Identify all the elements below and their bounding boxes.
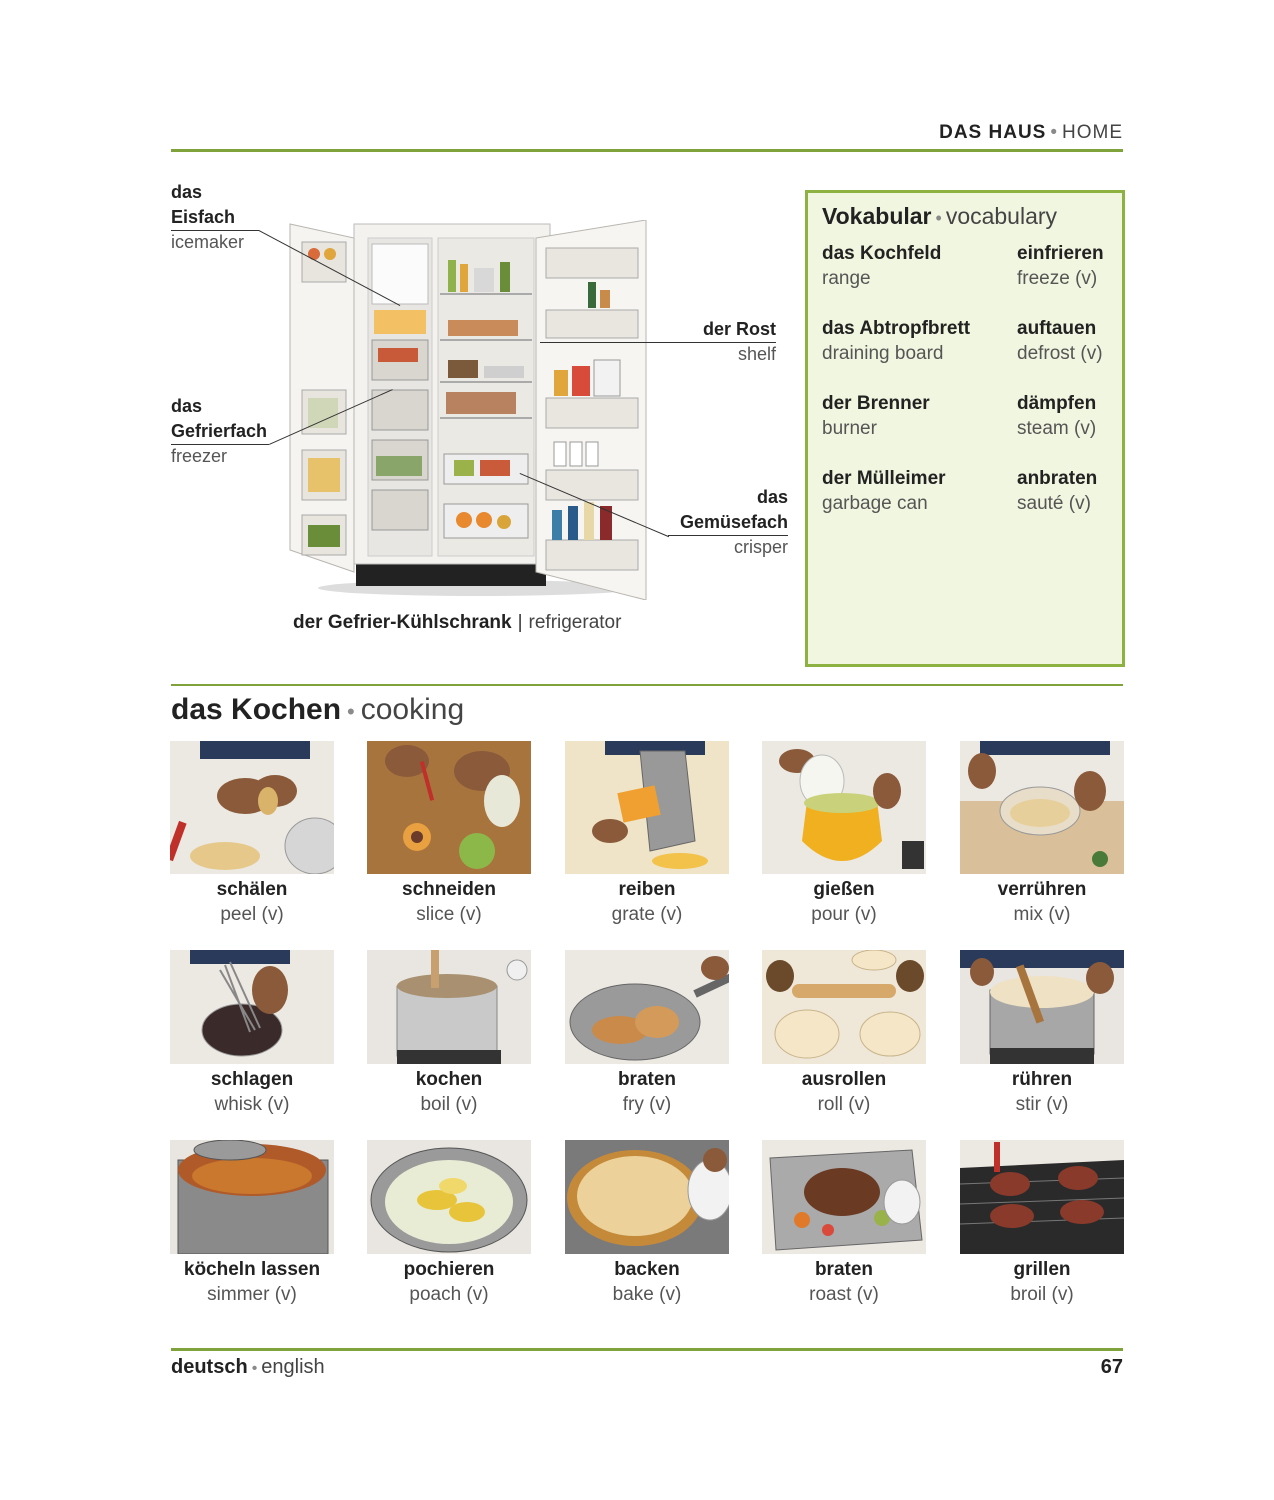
footer-languages xyxy=(171,1356,325,1379)
simmer-photo xyxy=(170,1140,334,1254)
vocabulary-box xyxy=(805,190,1125,667)
cooking-item-grate xyxy=(565,741,729,927)
cooking-item-de: kochen xyxy=(415,1069,483,1090)
vocab-item xyxy=(1017,391,1096,441)
peel-photo xyxy=(170,741,334,874)
vocabulary-title xyxy=(822,203,1057,230)
slice-photo xyxy=(367,741,531,874)
page-number: 67 xyxy=(1100,1356,1123,1378)
vocab-item xyxy=(822,391,930,441)
section-title xyxy=(171,693,464,727)
cooking-item-fry xyxy=(565,950,729,1117)
cooking-item-de: ausrollen xyxy=(801,1069,887,1090)
bullet-separator: • xyxy=(935,208,942,228)
vocab-de: der Mülleimer xyxy=(822,468,946,489)
leader-line xyxy=(540,342,776,343)
vocab-item xyxy=(1017,241,1104,291)
cooking-item-en: mix (v) xyxy=(1013,904,1071,925)
vocab-item xyxy=(822,241,941,291)
roll-photo xyxy=(762,950,926,1064)
vocab-en: range xyxy=(822,268,871,289)
vocab-de: auftauen xyxy=(1017,318,1097,339)
label-icemaker xyxy=(171,180,244,255)
whisk-photo xyxy=(170,950,334,1064)
cooking-item-de: schlagen xyxy=(210,1069,294,1090)
cooking-item-simmer xyxy=(170,1140,334,1307)
bake-photo xyxy=(565,1140,729,1254)
cooking-item-en: whisk (v) xyxy=(214,1094,290,1115)
cooking-item-en: bake (v) xyxy=(612,1284,682,1305)
cooking-item-en: broil (v) xyxy=(1010,1284,1074,1305)
vocab-de: anbraten xyxy=(1017,468,1098,489)
footer-rule xyxy=(171,1348,1123,1351)
vocab-de: dämpfen xyxy=(1017,393,1097,414)
leader-line xyxy=(668,535,788,536)
label-freezer-de2: Gefrierfach xyxy=(171,421,268,441)
bullet-separator: • xyxy=(1050,122,1058,143)
fridge-caption-de: der Gefrier-Kühlschrank xyxy=(293,612,512,633)
label-icemaker-de2: Eisfach xyxy=(171,207,236,227)
cooking-item-de: verrühren xyxy=(997,879,1087,900)
cooking-item-de: köcheln lassen xyxy=(183,1259,321,1280)
caption-separator: | xyxy=(517,612,523,633)
fridge-caption xyxy=(293,612,621,634)
poach-photo xyxy=(367,1140,531,1254)
cooking-item-de: schneiden xyxy=(402,879,496,900)
vocab-de: das Kochfeld xyxy=(822,243,942,264)
cooking-item-en: poach (v) xyxy=(409,1284,489,1305)
cooking-item-en: stir (v) xyxy=(1015,1094,1069,1115)
cooking-item-de: pochieren xyxy=(403,1259,495,1280)
pour-photo xyxy=(762,741,926,874)
boil-photo xyxy=(367,950,531,1064)
stir-photo xyxy=(960,950,1124,1064)
section-title-de: das Kochen xyxy=(171,693,342,726)
mix-photo xyxy=(960,741,1124,874)
bullet-separator: • xyxy=(347,699,355,724)
label-freezer xyxy=(171,394,267,469)
cooking-item-boil xyxy=(367,950,531,1117)
label-icemaker-de1: das xyxy=(171,182,203,202)
cooking-item-en: pour (v) xyxy=(811,904,877,925)
cooking-item-de: gießen xyxy=(813,879,875,900)
cooking-item-de: braten xyxy=(814,1259,874,1280)
footer-de: deutsch xyxy=(171,1356,248,1378)
label-freezer-en: freezer xyxy=(171,446,228,466)
vocab-en: draining board xyxy=(822,343,944,364)
leader-line xyxy=(171,230,259,231)
header-en: HOME xyxy=(1062,122,1123,143)
label-shelf-en: shelf xyxy=(737,344,776,364)
vocab-en: garbage can xyxy=(822,493,928,514)
vocabulary-title-de: Vokabular xyxy=(822,203,932,229)
cooking-item-de: braten xyxy=(617,1069,677,1090)
cooking-item-de: schälen xyxy=(216,879,288,900)
vocabulary-title-en: vocabulary xyxy=(945,203,1058,229)
label-crisper-de1: das xyxy=(756,487,788,507)
cooking-item-poach xyxy=(367,1140,531,1307)
label-crisper xyxy=(680,485,788,560)
footer-en: english xyxy=(261,1356,325,1378)
cooking-item-de: grillen xyxy=(1013,1259,1071,1280)
label-crisper-de2: Gemüsefach xyxy=(679,512,788,532)
vocab-item xyxy=(1017,466,1097,516)
leader-line xyxy=(171,444,269,445)
vocab-de: das Abtropfbrett xyxy=(822,318,971,339)
cooking-item-en: roll (v) xyxy=(817,1094,871,1115)
fry-photo xyxy=(565,950,729,1064)
cooking-item-roast xyxy=(762,1140,926,1307)
cooking-item-stir xyxy=(960,950,1124,1117)
cooking-item-peel xyxy=(170,741,334,927)
vocab-de: der Brenner xyxy=(822,393,930,414)
header-rule xyxy=(171,149,1123,152)
bullet-separator: • xyxy=(251,1360,258,1377)
cooking-item-bake xyxy=(565,1140,729,1307)
section-rule xyxy=(171,684,1123,686)
cooking-item-en: roast (v) xyxy=(809,1284,879,1305)
cooking-item-en: boil (v) xyxy=(420,1094,478,1115)
header-de: DAS HAUS xyxy=(939,122,1047,143)
label-freezer-de1: das xyxy=(171,396,203,416)
vocab-item xyxy=(1017,316,1103,366)
roast-photo xyxy=(762,1140,926,1254)
cooking-item-de: backen xyxy=(614,1259,680,1280)
vocab-en: sauté (v) xyxy=(1017,493,1091,514)
section-title-en: cooking xyxy=(360,693,465,726)
cooking-item-en: slice (v) xyxy=(416,904,482,925)
cooking-item-mix xyxy=(960,741,1124,927)
label-shelf-de: der Rost xyxy=(702,319,776,339)
cooking-item-en: grate (v) xyxy=(611,904,683,925)
cooking-item-en: peel (v) xyxy=(220,904,284,925)
cooking-item-de: reiben xyxy=(618,879,676,900)
cooking-item-pour xyxy=(762,741,926,927)
vocab-item xyxy=(822,466,946,516)
fridge-caption-en: refrigerator xyxy=(528,612,622,633)
cooking-item-en: fry (v) xyxy=(622,1094,672,1115)
vocab-en: steam (v) xyxy=(1017,418,1097,439)
cooking-item-en: simmer (v) xyxy=(207,1284,297,1305)
running-header xyxy=(939,122,1123,144)
cooking-item-roll xyxy=(762,950,926,1117)
cooking-item-slice xyxy=(367,741,531,927)
cooking-item-whisk xyxy=(170,950,334,1117)
vocab-en: freeze (v) xyxy=(1017,268,1098,289)
broil-photo xyxy=(960,1140,1124,1254)
label-crisper-en: crisper xyxy=(733,537,788,557)
grate-photo xyxy=(565,741,729,874)
vocab-en: burner xyxy=(822,418,877,439)
label-icemaker-en: icemaker xyxy=(171,232,245,252)
vocab-de: einfrieren xyxy=(1017,243,1104,264)
cooking-item-broil xyxy=(960,1140,1124,1307)
vocab-item xyxy=(822,316,970,366)
vocab-en: defrost (v) xyxy=(1017,343,1103,364)
cooking-item-de: rühren xyxy=(1011,1069,1073,1090)
